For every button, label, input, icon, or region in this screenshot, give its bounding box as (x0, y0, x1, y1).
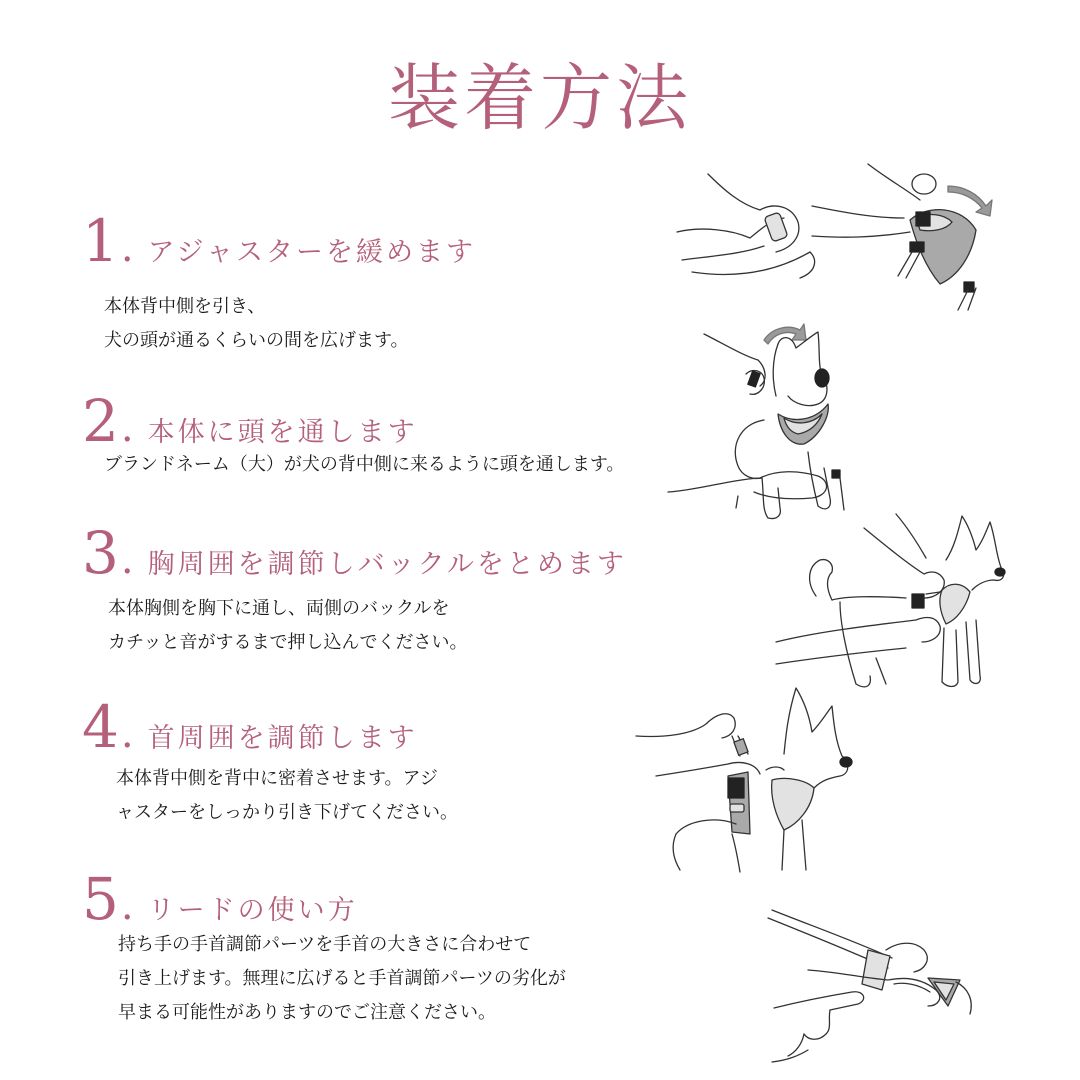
step-text-line: 早まる可能性がありますのでご注意ください。 (118, 1002, 496, 1023)
step-dot: . (120, 405, 134, 451)
step-text-line: 引き上げます。無理に広げると手首調節パーツの劣化が (118, 968, 566, 989)
step-number: 5 (82, 865, 119, 933)
step-number: 4 (82, 693, 119, 761)
step-5-heading (82, 865, 358, 933)
step-3-body (108, 592, 467, 660)
step-text-line: ブランドネーム（大）が犬の背中側に来るように頭を通します。 (104, 454, 625, 475)
step-text-line: カチッと音がするまで押し込んでください。 (108, 632, 468, 653)
step-text-line: 本体背中側を引き、 (104, 296, 266, 317)
step-dot: . (120, 225, 134, 271)
step-5-body (118, 928, 566, 1030)
step-number: 3 (82, 519, 119, 587)
step-5-illustration (768, 910, 980, 1070)
page-title: 装着方法 (387, 56, 692, 140)
step-1-body (104, 290, 409, 358)
step-text-line: ャスターをしっかり引き下げてください。 (116, 802, 458, 823)
step-text-line: 本体背中側を背中に密着させます。アジ (116, 768, 438, 789)
step-2-illustration (668, 320, 868, 525)
step-4-body (116, 762, 458, 830)
step-title: リードの使い方 (147, 895, 358, 926)
step-title: アジャスターを緩めます (147, 237, 477, 268)
step-text-line: 本体胸側を胸下に通し、両側のバックルを (108, 598, 450, 619)
step-2-heading (82, 387, 418, 455)
step-2-body (104, 448, 624, 482)
step-title: 胸周囲を調節しバックルをとめます (147, 549, 627, 580)
step-text-line: 持ち手の手首調節パーツを手首の大きさに合わせて (118, 934, 532, 955)
step-dot: . (120, 883, 134, 929)
step-dot: . (120, 711, 134, 757)
step-3-heading (82, 519, 627, 587)
step-text-line: 犬の頭が通るくらいの間を広げます。 (104, 330, 409, 351)
step-1-illustration (672, 160, 1002, 310)
step-title: 首周囲を調節します (147, 723, 418, 754)
step-4-heading (82, 693, 418, 761)
step-number: 1 (82, 207, 119, 275)
step-1-heading (82, 207, 477, 275)
step-dot: . (120, 537, 134, 583)
step-title: 本体に頭を通します (147, 417, 418, 448)
step-4-illustration (636, 684, 856, 874)
step-number: 2 (82, 387, 119, 455)
step-3-illustration (776, 512, 1008, 692)
